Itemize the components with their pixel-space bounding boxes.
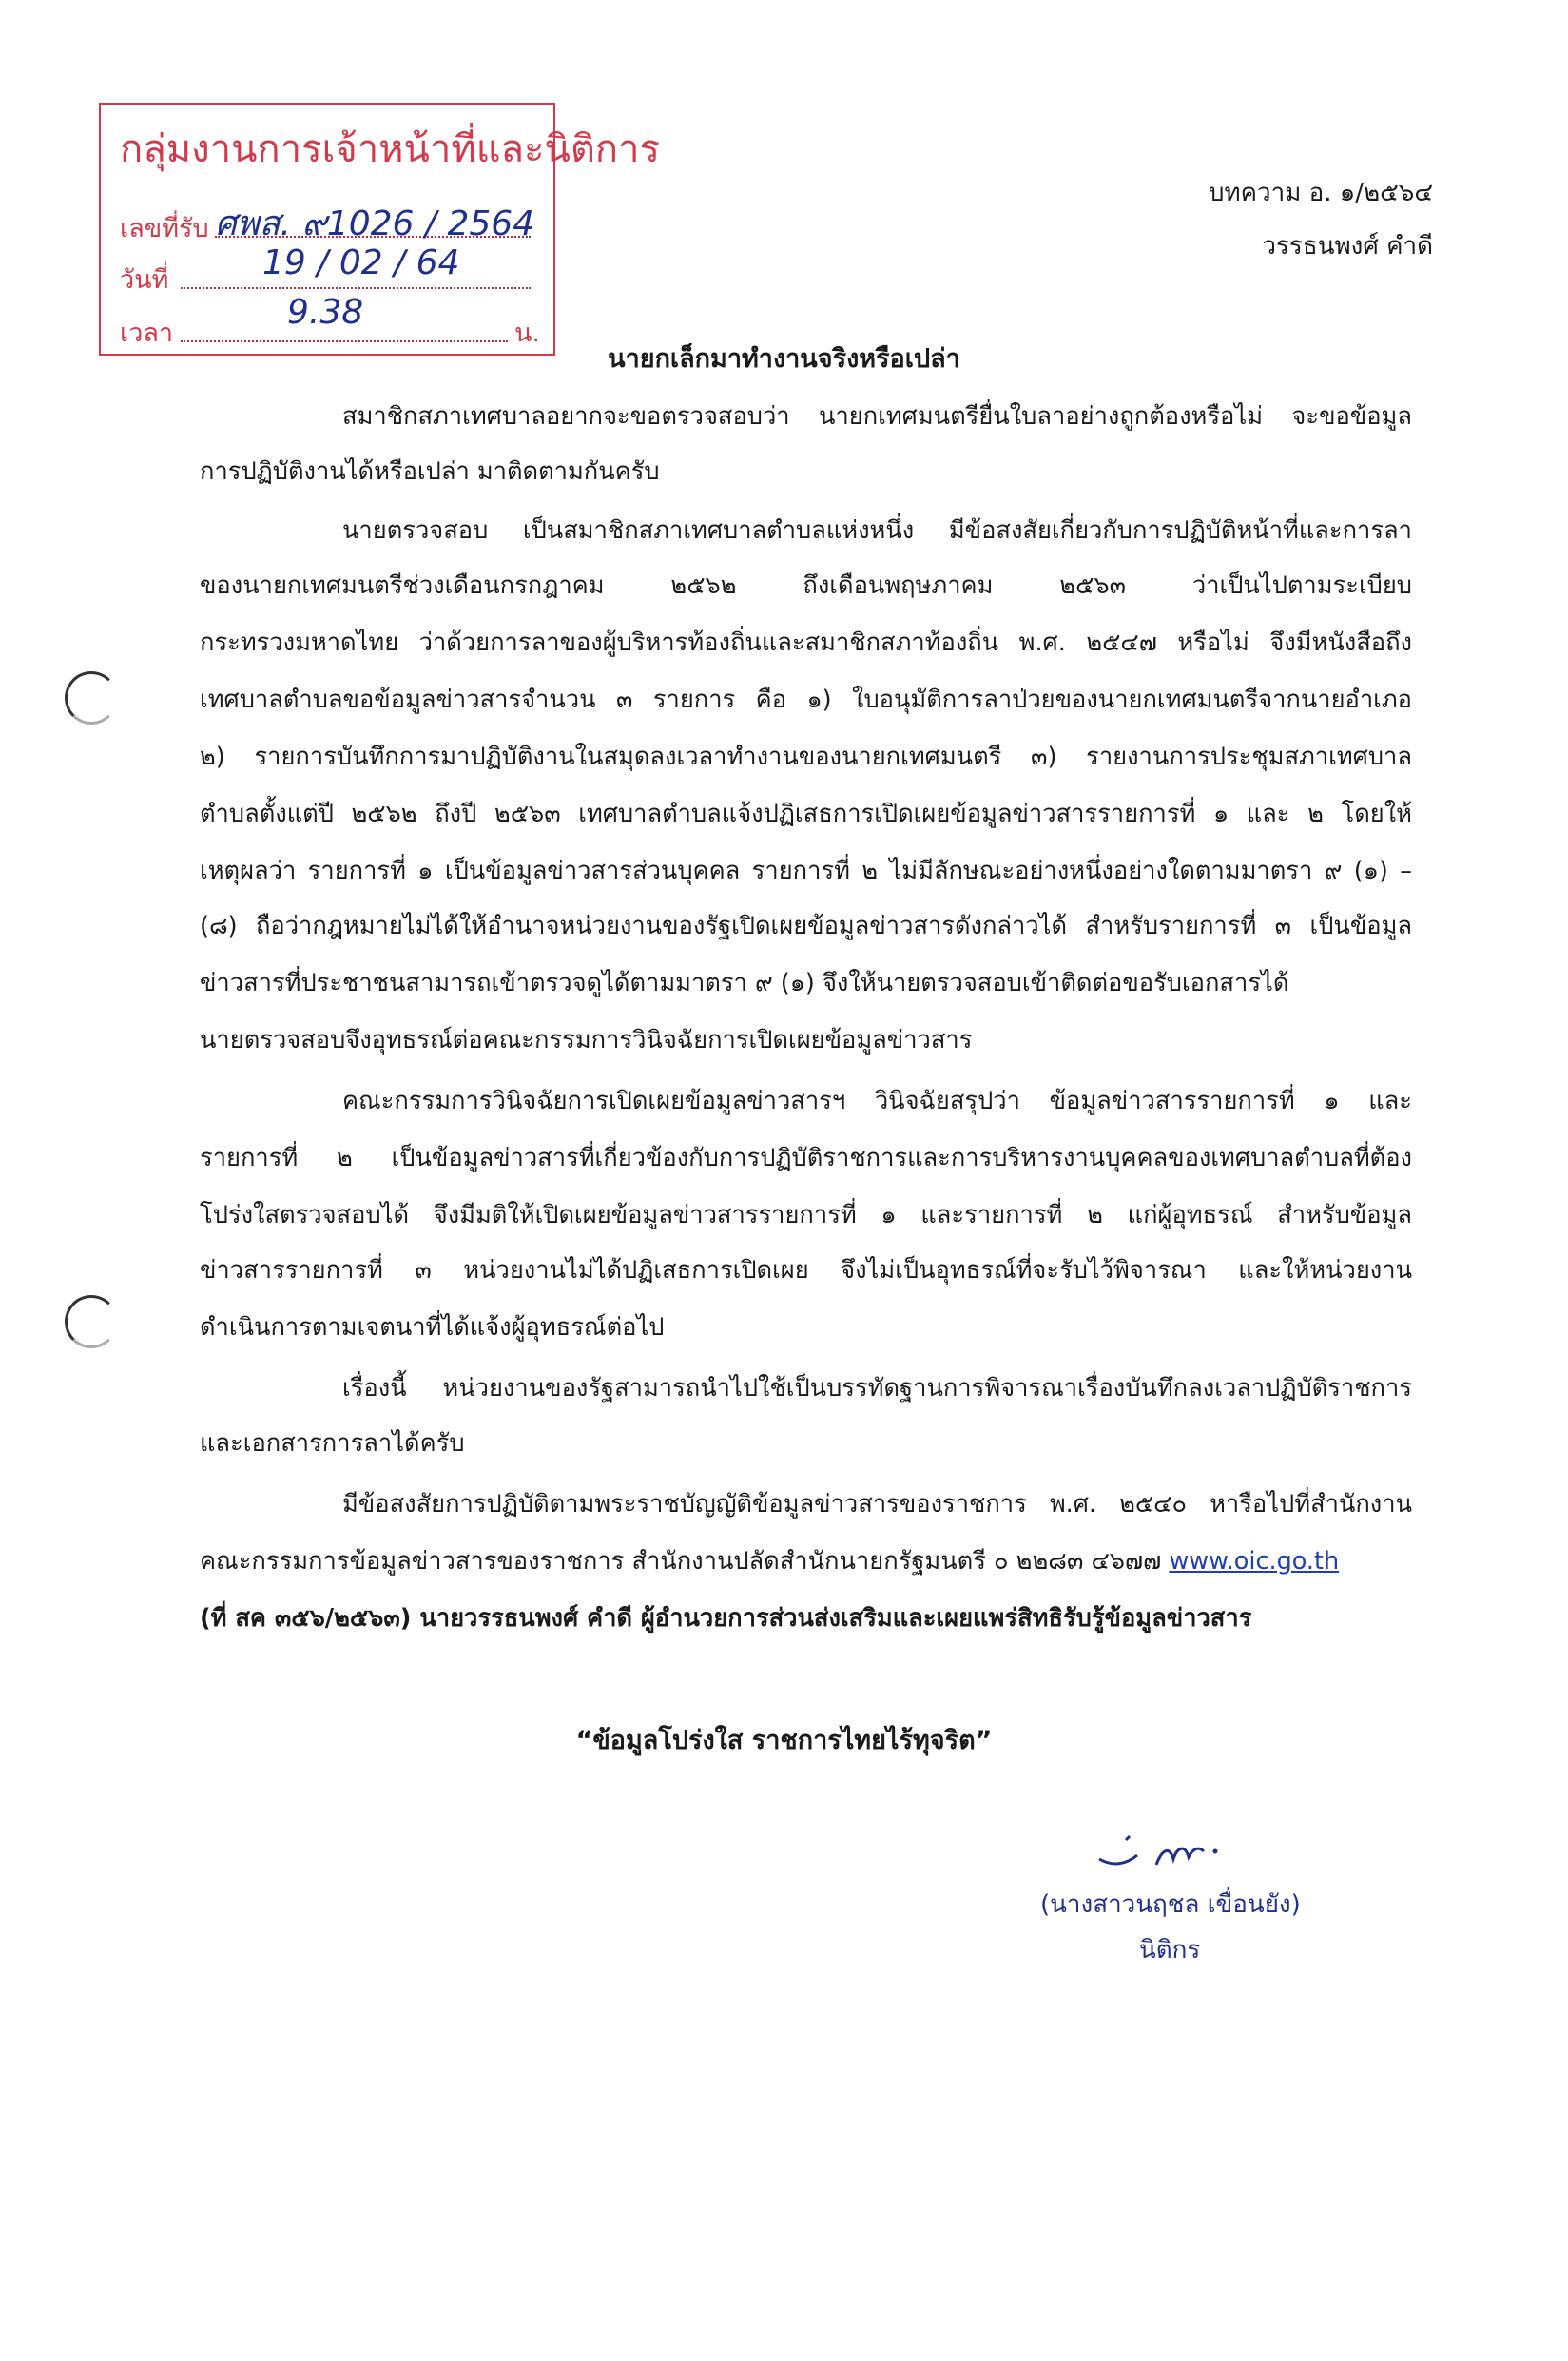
- handwritten-signature: [1094, 1821, 1227, 1878]
- stamp-no-label: เลขที่รับ: [120, 214, 209, 243]
- received-stamp: [99, 103, 660, 356]
- body-line: เหตุผลว่า รายการที่ ๑ เป็นข้อมูลข่าวสารส่วนบุคคล รายการที่ ๒ ไม่มีลักษณะอย่างหนึ่งอย่างใดตามมาตรา ๙ (๑) –: [200, 857, 1412, 885]
- body-line: นายตรวจสอบ เป็นสมาชิกสภาเทศบาลตำบลแห่งหนึ่ง มีข้อสงสัยเกี่ยวกับการปฏิบัติหน้าที่และการลา: [342, 516, 1412, 545]
- body-line: สมาชิกสภาเทศบาลอยากจะขอตรวจสอบว่า นายกเทศมนตรียื่นใบลาอย่างถูกต้องหรือไม่ จะขอข้อมูล: [342, 402, 1412, 431]
- body-line: ดำเนินการตามเจตนาที่ได้แจ้งผู้อุทธรณ์ต่อไป: [200, 1313, 665, 1342]
- article-number: บทความ อ. ๑/๒๕๖๔: [1208, 179, 1433, 207]
- website-link[interactable]: www.oic.go.th: [1169, 1547, 1340, 1576]
- body-line: โปร่งใสตรวจสอบได้ จึงมีมติให้เปิดเผยข้อมูลข่าวสารรายการที่ ๑ และรายการที่ ๒ แก่ผู้อุทธรณ์ สำหรับข้อมูล: [200, 1201, 1412, 1229]
- punch-hole-top: [65, 671, 118, 725]
- body-line: ข่าวสารรายการที่ ๓ หน่วยงานไม่ได้ปฏิเสธการเปิดเผย จึงไม่เป็นอุทธรณ์ที่จะรับไว้พิจารณา และให้หน่วยงาน: [200, 1256, 1412, 1285]
- body-line: กระทรวงมหาดไทย ว่าด้วยการลาของผู้บริหารท้องถิ่นและสมาชิกสภาท้องถิ่น พ.ศ. ๒๕๔๗ หรือไม่ จึงมีหนังสือถึง: [200, 629, 1412, 657]
- article-title: นายกเล็กมาทำงานจริงหรือเปล่า: [608, 344, 960, 374]
- stamp-date-dots: [181, 285, 531, 289]
- body-line: คณะกรรมการวินิจฉัยการเปิดเผยข้อมูลข่าวสารฯ วินิจฉัยสรุปว่า ข้อมูลข่าวสารรายการที่ ๑ และ: [342, 1087, 1412, 1115]
- body-line: ของนายกเทศมนตรีช่วงเดือนกรกฎาคม ๒๕๖๒ ถึงเดือนพฤษภาคม ๒๕๖๓ ว่าเป็นไปตามระเบียบ: [200, 571, 1412, 600]
- body-line: การปฏิบัติงานได้หรือเปล่า มาติดตามกันครับ: [200, 457, 660, 486]
- reference-line: (ที่ สค ๓๕๖/๒๕๖๓) นายวรรธนพงศ์ คำดี ผู้อำนวยการส่วนส่งเสริมและเผยแพร่สิทธิรับรู้ข้อมูลข่าวสาร: [200, 1604, 1252, 1633]
- body-line: และเอกสารการลาได้ครับ: [200, 1429, 465, 1458]
- stamp-no-value: ศพส. ๙1026 / 2564: [215, 204, 535, 243]
- author-name: วรรธนพงศ์ คำดี: [1262, 232, 1433, 261]
- body-line: เทศบาลตำบลขอข้อมูลข่าวสารจำนวน ๓ รายการ คือ ๑) ใบอนุมัติการลาป่วยของนายกเทศมนตรีจากนายอำเภอ: [200, 686, 1412, 714]
- body-line: ๒) รายการบันทึกการมาปฏิบัติงานในสมุดลงเวลาทำงานของนายกเทศมนตรี ๓) รายงานการประชุมสภาเทศบาล: [200, 743, 1412, 771]
- body-line: ตำบลตั้งแต่ปี ๒๕๖๒ ถึงปี ๒๕๖๓ เทศบาลตำบลแจ้งปฏิเสธการเปิดเผยข้อมูลข่าวสารรายการที่ ๑ และ ๒ โดยให้: [200, 800, 1412, 828]
- stamp-time-label: เวลา: [120, 319, 174, 348]
- stamp-date-label: วันที่: [120, 265, 169, 295]
- slogan: “ข้อมูลโปร่งใส ราชการไทยไร้ทุจริต”: [575, 1726, 993, 1755]
- body-line: เรื่องนี้ หน่วยงานของรัฐสามารถนำไปใช้เป็นบรรทัดฐานการพิจารณาเรื่องบันทึกลงเวลาปฏิบัติราชการ: [342, 1374, 1412, 1403]
- body-line: (๘) ถือว่ากฎหมายไม่ได้ให้อำนาจหน่วยงานของรัฐเปิดเผยข้อมูลข่าวสารดังกล่าวได้ สำหรับรายการที่ ๓ เป็นข้อมูล: [200, 912, 1412, 940]
- signer-name: (นางสาวนฤชล เขื่อนยัง): [1040, 1890, 1301, 1919]
- contact-text: คณะกรรมการข้อมูลข่าวสารของราชการ สำนักงานปลัดสำนักนายกรัฐมนตรี ๐ ๒๒๘๓ ๔๖๗๗: [200, 1547, 1162, 1576]
- stamp-date-value: 19 / 02 / 64: [262, 243, 460, 282]
- body-line: นายตรวจสอบจึงอุทธรณ์ต่อคณะกรรมการวินิจฉัยการเปิดเผยข้อมูลข่าวสาร: [200, 1026, 973, 1055]
- signer-role: นิติกร: [1139, 1936, 1201, 1964]
- stamp-time-value: 9.38: [287, 293, 364, 332]
- stamp-title: กลุ่มงานการเจ้าหน้าที่และนิติการ: [120, 127, 660, 171]
- body-line: รายการที่ ๒ เป็นข้อมูลข่าวสารที่เกี่ยวข้องกับการปฏิบัติราชการและการบริหารงานบุคคลของเทศบาลตำบลที่ต้อง: [200, 1144, 1412, 1172]
- body-line: ข่าวสารที่ประชาชนสามารถเข้าตรวจดูได้ตามมาตรา ๙ (๑) จึงให้นายตรวจสอบเข้าติดต่อขอรับเอกสารได้: [200, 969, 1289, 997]
- punch-hole-bottom: [65, 1295, 118, 1348]
- stamp-time-unit: น.: [513, 319, 540, 348]
- contact-line: [200, 1547, 1412, 1576]
- body-line: มีข้อสงสัยการปฏิบัติตามพระราชบัญญัติข้อมูลข่าวสารของราชการ พ.ศ. ๒๕๔๐ หารือไปที่สำนักงาน: [342, 1490, 1412, 1519]
